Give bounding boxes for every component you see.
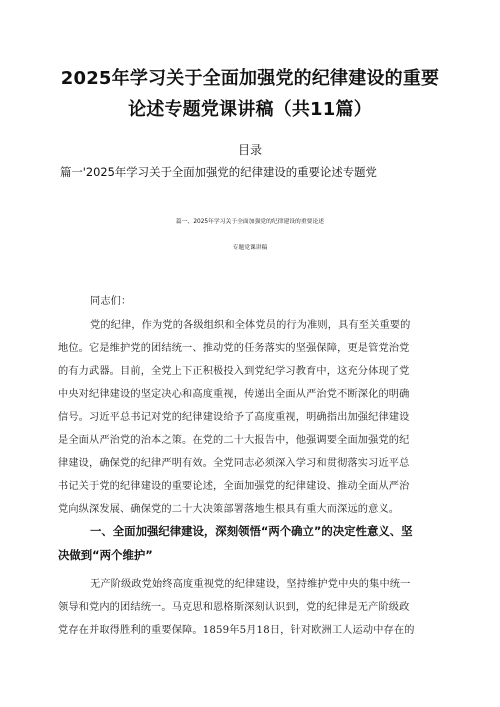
paragraph-1-line-1: 党的纪律，作为党的各级组织和全体党员的行为准则，具有至关重要的 [90,320,411,331]
paragraph-1-line-3: 的有力武器。目前，全党上下正积极投入到党纪学习教育中，这充分体现了党 [58,366,410,377]
paragraph-1-line-8: 书记关于党的纪律建设的重要论述，全面加强党的纪律建设、推动全面从严治 [58,481,410,492]
paragraph-1-line-2: 地位。它是维护党的团结统一、推动党的任务落实的坚强保障，更是管党治党 [58,343,410,354]
salutation: 同志们： [90,296,132,307]
heading-1-line-2: 决做到“两个维护” [58,548,153,562]
paragraph-1-line-5: 信号。习近平总书记对党的纪律建设给予了高度重视，明确指出加强纪律建设 [58,412,410,423]
paragraph-1-line-7: 律建设，确保党的纪律严明有效。全党同志必须深入学习和贯彻落实习近平总 [58,458,410,469]
paragraph-1-line-6: 是全面从严治党的治本之策。在党的二十大报告中，他强调要全面加强党的纪 [58,435,410,446]
paragraph-2-line-2: 领导和党内的团结统一。马克思和恩格斯深刻认识到，党的纪律是无产阶级政 [58,602,410,613]
document-title [40,63,460,125]
toc-item-1[interactable]: 篇一'2025年学习关于全面加强党的纪律建设的重要论述专题党 [60,165,377,179]
section-title-line-1: 篇一、2025年学习关于全面加强党的纪律建设的重要论述 [175,219,325,225]
paragraph-1-line-4: 中央对纪律建设的坚定决心和高度重视，传递出全面从严治党不断深化的明确 [58,389,410,400]
paragraph-1-line-9: 党向纵深发展、确保党的二十大决策部署落地生根具有重大而深远的意义。 [58,504,400,515]
document-title-line-2: 论述专题党课讲稿（共11篇） [128,99,372,120]
section-title-line-2: 专题党课讲稿 [232,245,268,251]
toc-heading: 目录 [237,143,262,157]
heading-1-line-1: 一、全面加强纪律建设，深刻领悟“两个确立”的决定性意义、坚 [90,524,413,538]
paragraph-2-line-1: 无产阶级政党始终高度重视党的纪律建设，坚持维护党中央的集中统一 [90,579,411,590]
document-title-line-1: 2025年学习关于全面加强党的纪律建设的重要 [60,68,440,89]
paragraph-2-line-3: 党存在并取得胜利的重要保障。1859年5月18日，针对欧洲工人运动中存在的 [58,625,415,636]
